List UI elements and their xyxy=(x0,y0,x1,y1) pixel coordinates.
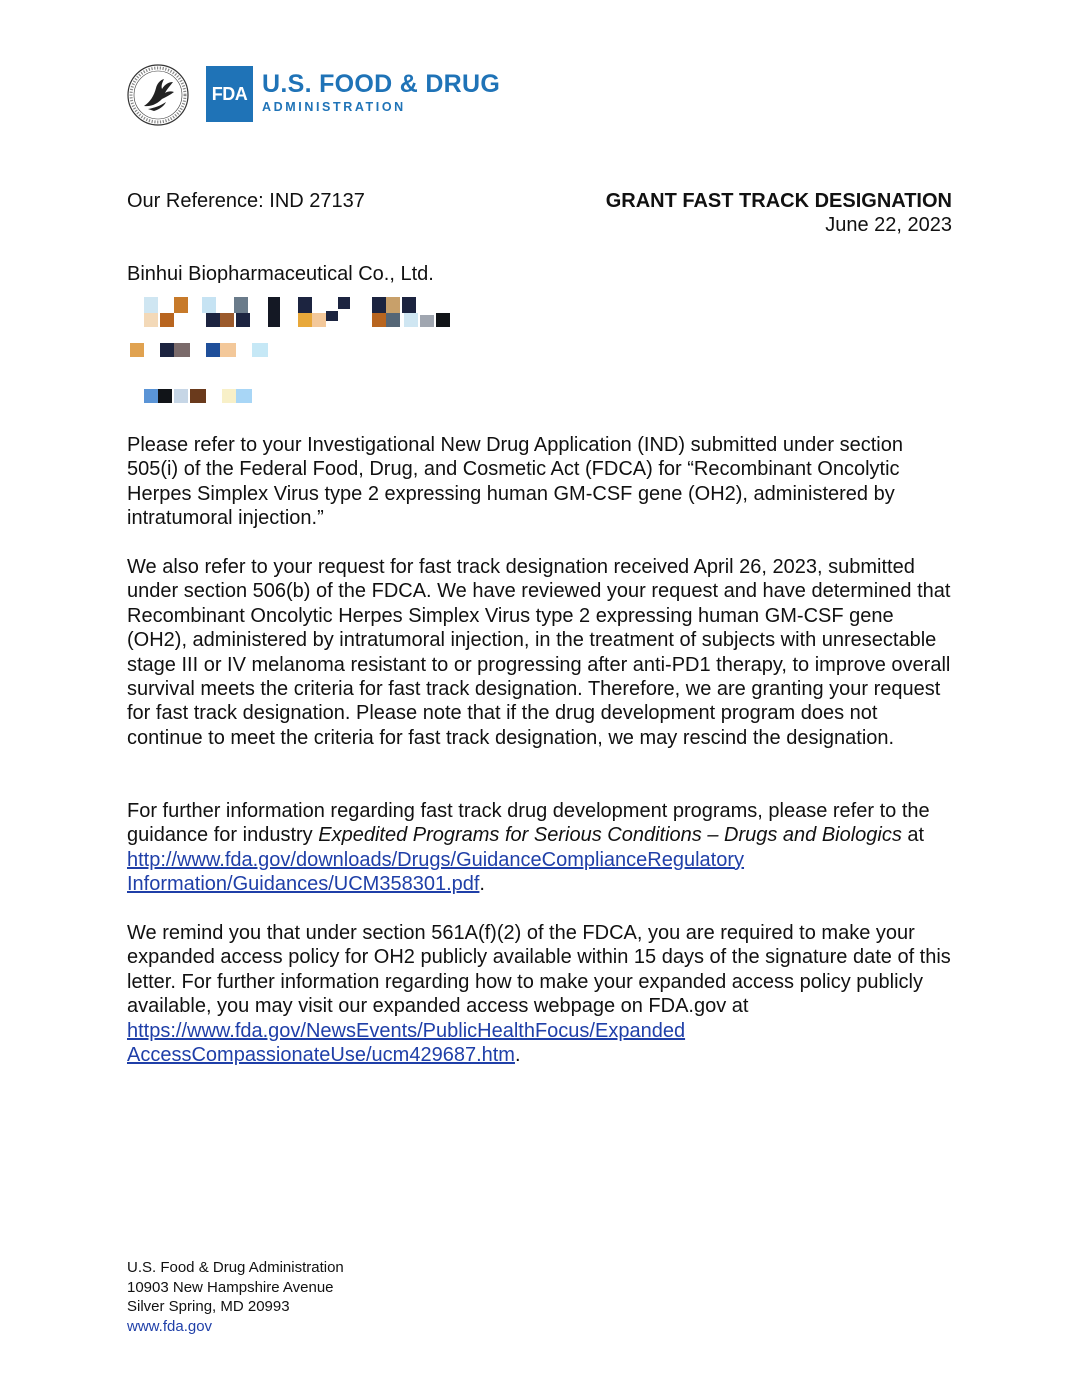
expanded-access-link[interactable]: https://www.fda.gov/NewsEvents/PublicHealthFocus/Expanded AccessCompassionateUse/ucm429687.htm xyxy=(127,1019,686,1067)
expanded-access-text: We remind you that under section 561A(f)(2) of the FDCA, you are required to make your expanded access policy for OH2 publicly available within 15 days of the signature date of this letter. For further information regarding how to make your expanded access policy publicly available, you may visit our expanded access webpage on FDA.gov at xyxy=(127,922,951,1018)
footer-street: 10903 New Hampshire Avenue xyxy=(127,1278,334,1296)
guidance-title: Expedited Programs for Serious Conditions – Drugs and Biologics xyxy=(318,824,902,847)
footer-agency: U.S. Food & Drug Administration xyxy=(127,1259,344,1276)
redacted-address-line-2 xyxy=(130,343,270,359)
footer-city: Silver Spring, MD 20993 xyxy=(127,1298,290,1315)
paragraph-fast-track-decision: We also refer to your request for fast track designation received April 26, 2023, submitted under section 506(b) of the FDCA. We have reviewed your request and have determined that Recombinant Oncolytic Herpes Simplex Virus type 2 expressing human GM-CSF gene (OH2), administered by intratumoral injection, in the treatment of subjects with unresectable stage III or IV melanoma resistant to or progressing after anti-PD1 therapy, to improve overall survival meets the criteria for fast track designation. Therefore, we are granting your request for fast track designation. Please note that if the drug development program does not continue to meet the criteria for fast track designation, we may rescind the designation. xyxy=(127,556,951,749)
guidance-period: . xyxy=(479,873,485,896)
agency-subtitle: ADMINISTRATION xyxy=(262,100,406,114)
guidance-link[interactable]: http://www.fda.gov/downloads/Drugs/GuidanceComplianceRegulatory Information/Guidances/UCM358301.pdf xyxy=(127,848,745,896)
paragraph-expanded-access xyxy=(127,921,957,1067)
guidance-text: For further information regarding fast track drug development programs, please refer to the guidance for industry xyxy=(127,800,930,847)
redacted-address-line-3 xyxy=(144,389,254,405)
recipient-name: Binhui Biopharmaceutical Co., Ltd. xyxy=(127,263,434,283)
paragraph-guidance-info xyxy=(127,799,957,897)
redacted-address-line-1 xyxy=(144,297,454,329)
footer-website-link[interactable]: www.fda.gov xyxy=(127,1317,213,1335)
agency-name: U.S. FOOD & DRUG xyxy=(262,70,501,98)
guidance-at: at xyxy=(901,824,925,847)
reference-number: Our Reference: IND 27137 xyxy=(127,190,365,212)
fda-logo-box: FDA xyxy=(206,66,253,122)
letter-title: GRANT FAST TRACK DESIGNATION xyxy=(605,190,952,212)
expanded-access-period: . xyxy=(514,1044,521,1067)
hhs-seal-icon xyxy=(126,62,190,128)
letter-date: June 22, 2023 xyxy=(825,214,952,236)
paragraph-ind-reference: Please refer to your Investigational New Drug Application (IND) submitted under section 505(i) of the Federal Food, Drug, and Cosmetic Act (FDCA) for “Recombinant Oncolytic Herpes Simplex Virus type 2 expressing human GM-CSF gene (OH2), administered by intratumoral injection.” xyxy=(127,434,903,530)
footer-address xyxy=(127,1258,344,1336)
